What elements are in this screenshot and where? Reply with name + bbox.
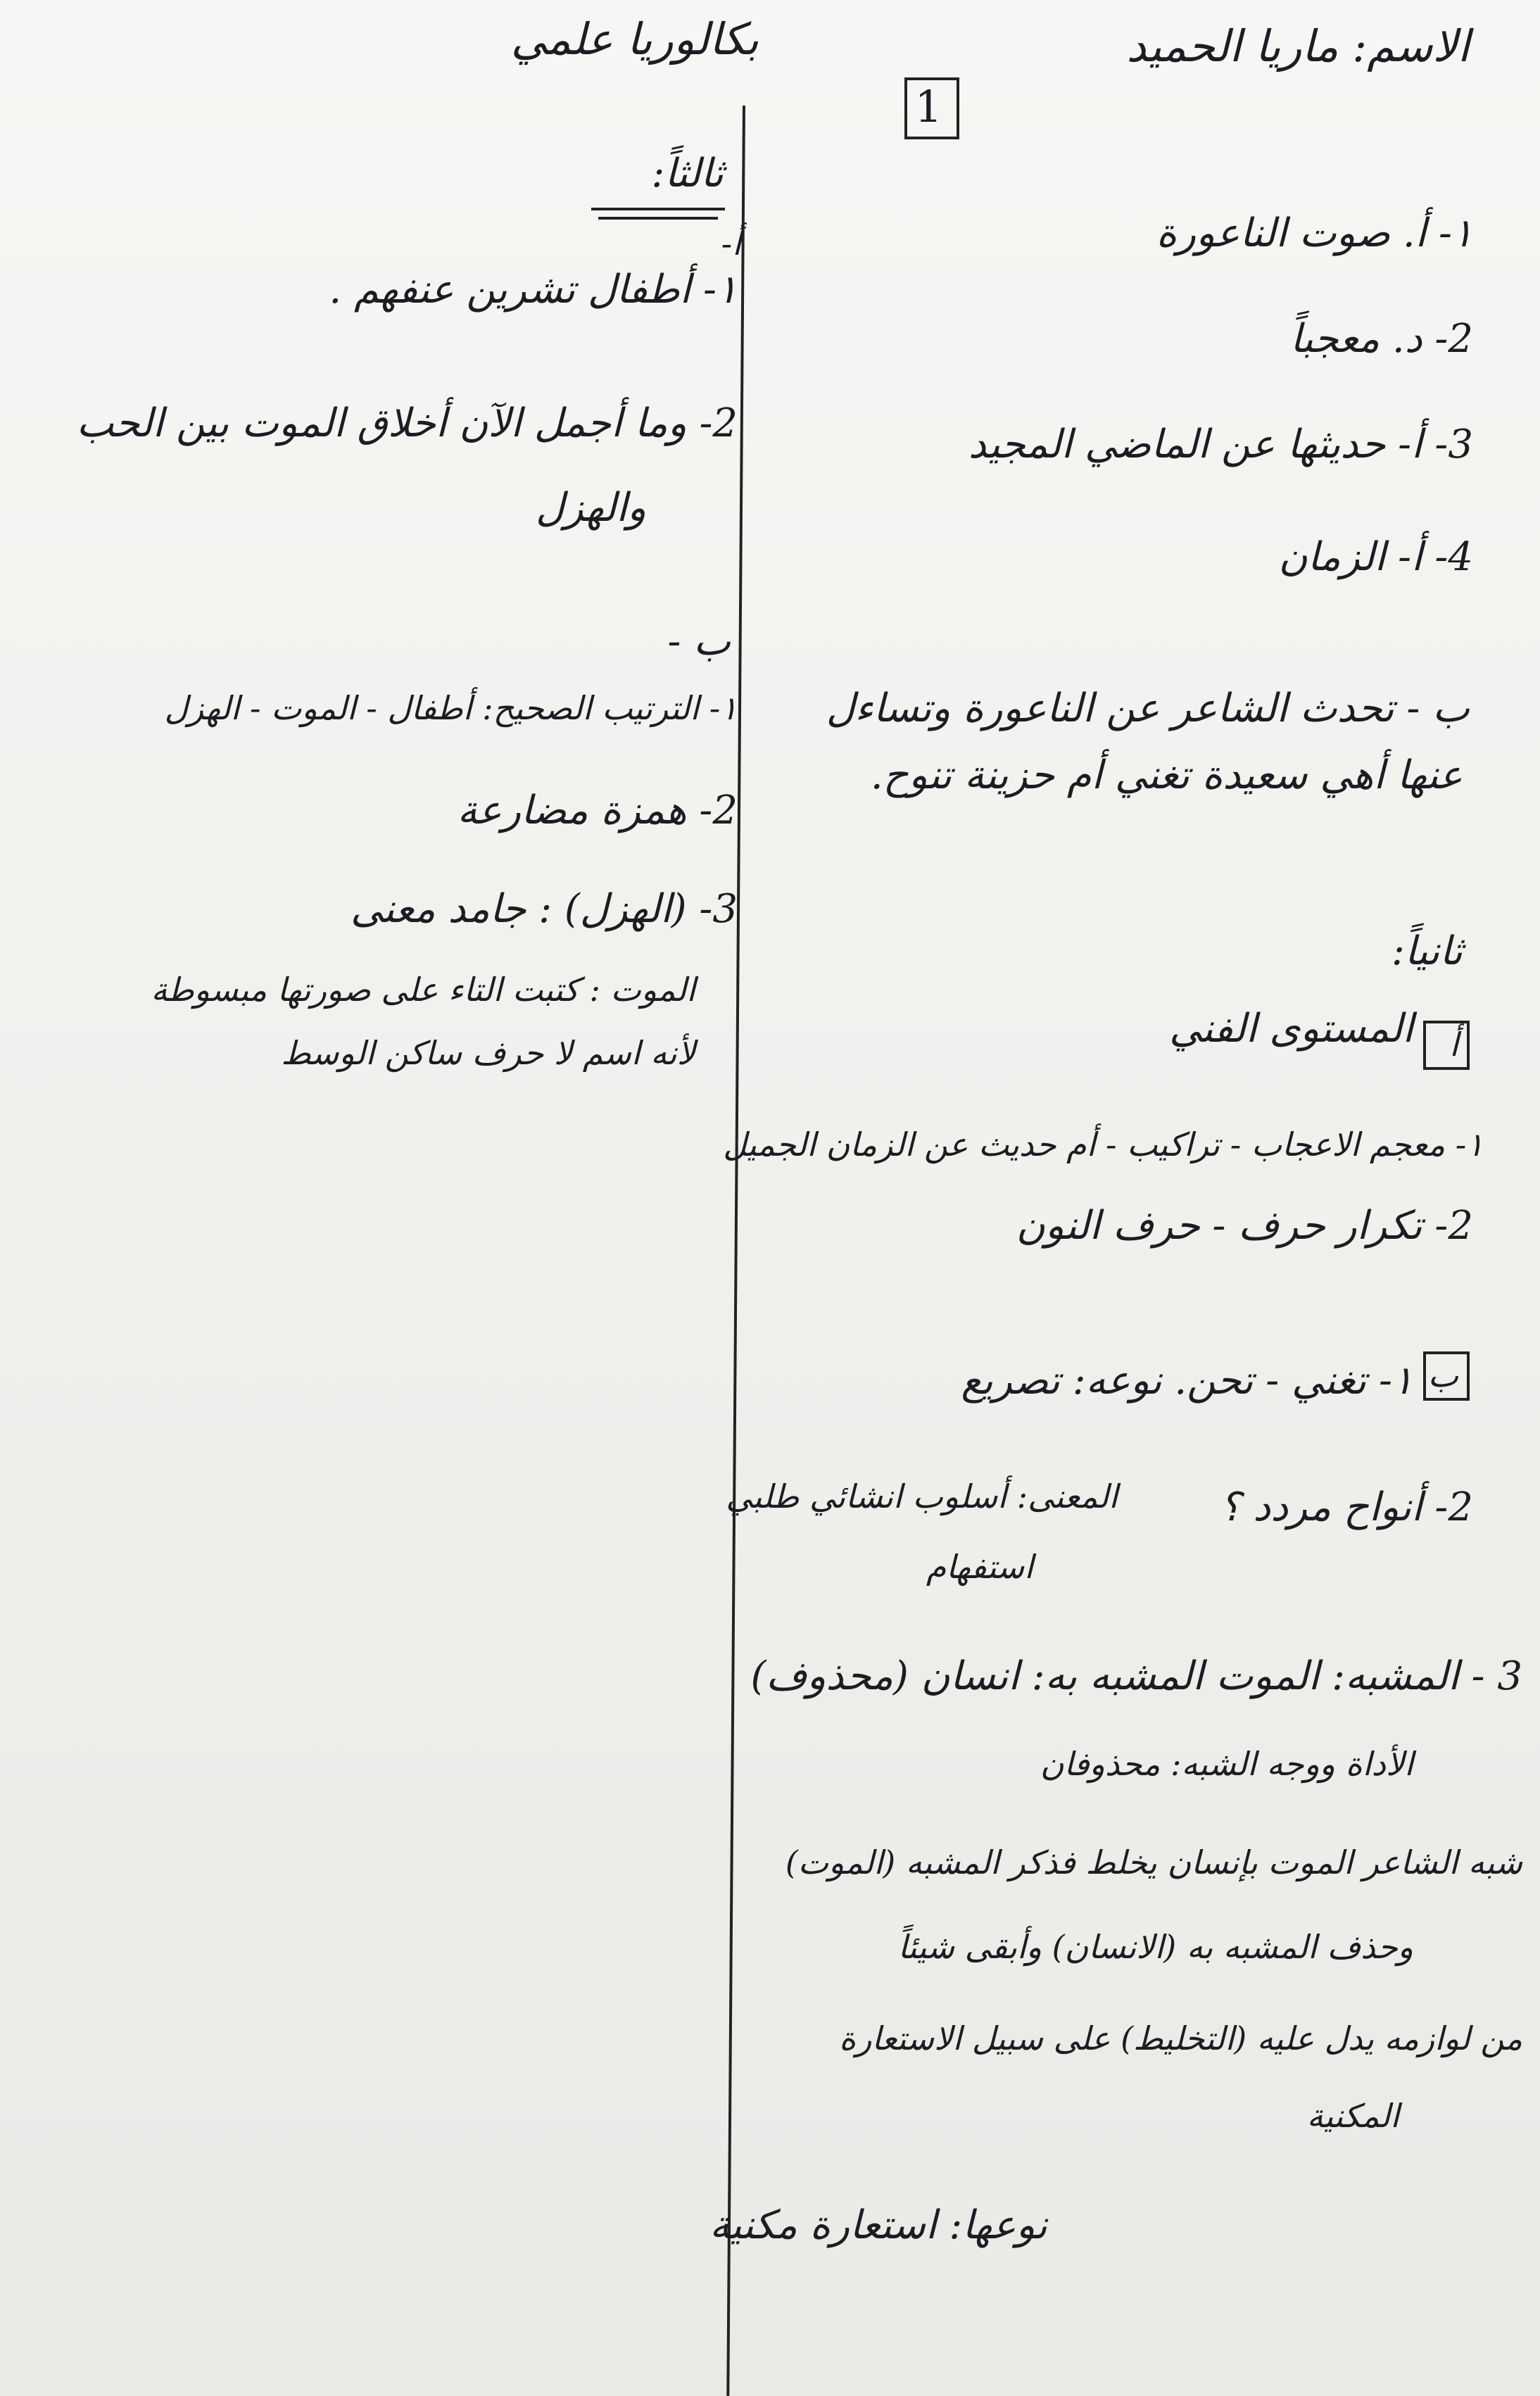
left-a-item-2: 2- وما أجمل الآن أخلاق الموت بين الحب (76, 401, 738, 446)
answer-1-3: 3- أ- حديثها عن الماضي المجيد (968, 422, 1473, 467)
part-b-item-2: 2- أنواح مردد ؟ (1219, 1484, 1473, 1530)
answer-b-line-1: ب - تحدث الشاعر عن الناعورة وتساءل (826, 686, 1470, 731)
part-b-item-2-type: استفهام (926, 1548, 1033, 1586)
part-b-item-3: 3 - المشبه: الموت المشبه به: انسان (محذوف) (750, 1653, 1522, 1699)
part-a-badge: أ (1449, 1026, 1458, 1064)
answer-1-4: 4- أ- الزمان (1278, 534, 1473, 580)
part-b-badge: ب (1427, 1356, 1458, 1394)
part-a-badge-box (1423, 1021, 1470, 1070)
section-title: بكالوريا علمي (510, 13, 759, 65)
left-b-item-3: 3- (الهزل) : جامد معنى (350, 886, 738, 932)
metaphor-line-4: المكنية (1306, 2097, 1399, 2135)
question-number: 1 (914, 81, 942, 132)
thalithan-heading: ثالثاً: (651, 151, 724, 196)
answer-1-2: 2- د. معجباً (1289, 316, 1473, 362)
answer-b-line-2: عنها أهي سعيدة تغني أم حزينة تنوح. (870, 752, 1463, 798)
left-a-item-1: ١- أطفال تشرين عنفهم . (329, 267, 738, 313)
left-b-item-1: ١- الترتيب الصحيح: أطفال - الموت - الهزل (164, 689, 738, 727)
part-b-item-1: ١- تغني - تحن. نوعه: تصريع (961, 1358, 1413, 1404)
part-a-title: المستوى الفني (1169, 1006, 1413, 1052)
left-b-item-4: الموت : كتبت التاء على صورتها مبسوطة (151, 971, 695, 1009)
metaphor-line-2: وحذف المشبه به (الانسان) وأبقى شيئاً (897, 1928, 1413, 1966)
part-a-item-2: 2- تكرار حرف - حرف النون (1016, 1203, 1473, 1249)
left-b-item-2: 2- همزة مضارعة (457, 788, 738, 833)
left-a-label: أ- (721, 225, 741, 263)
question-number-box (904, 77, 959, 139)
part-b-badge-box (1423, 1351, 1470, 1401)
student-name-line: الاسم: ماريا الحميد (1126, 20, 1470, 72)
thalithan-underline-2 (598, 217, 718, 220)
metaphor-line-3: من لوازمه يدل عليه (التخليط) على سبيل الاستعارة (839, 2019, 1522, 2057)
left-b-item-4-cont: لأنه اسم لا حرف ساكن الوسط (281, 1034, 695, 1072)
left-b-label: ب - (667, 619, 731, 664)
thaniyan-heading: ثانياً: (1391, 928, 1463, 974)
left-a-item-2-cont: والهزل (535, 485, 646, 531)
part-b-item-2-meaning: المعنى: أسلوب انشائي طلبي (726, 1477, 1118, 1515)
metaphor-type: نوعها: استعارة مكنية (709, 2202, 1047, 2248)
part-b-item-3-tool: الأداة ووجه الشبه: محذوفان (1040, 1745, 1413, 1783)
thalithan-underline (591, 208, 725, 210)
part-a-item-1: ١- معجم الاعجاب - تراكيب - أم حديث عن الزمان الجميل (723, 1126, 1484, 1164)
answer-1-1: ١- أ. صوت الناعورة (1156, 210, 1473, 256)
metaphor-line-1: شبه الشاعر الموت بإنسان يخلط فذكر المشبه (الموت) (785, 1843, 1522, 1881)
